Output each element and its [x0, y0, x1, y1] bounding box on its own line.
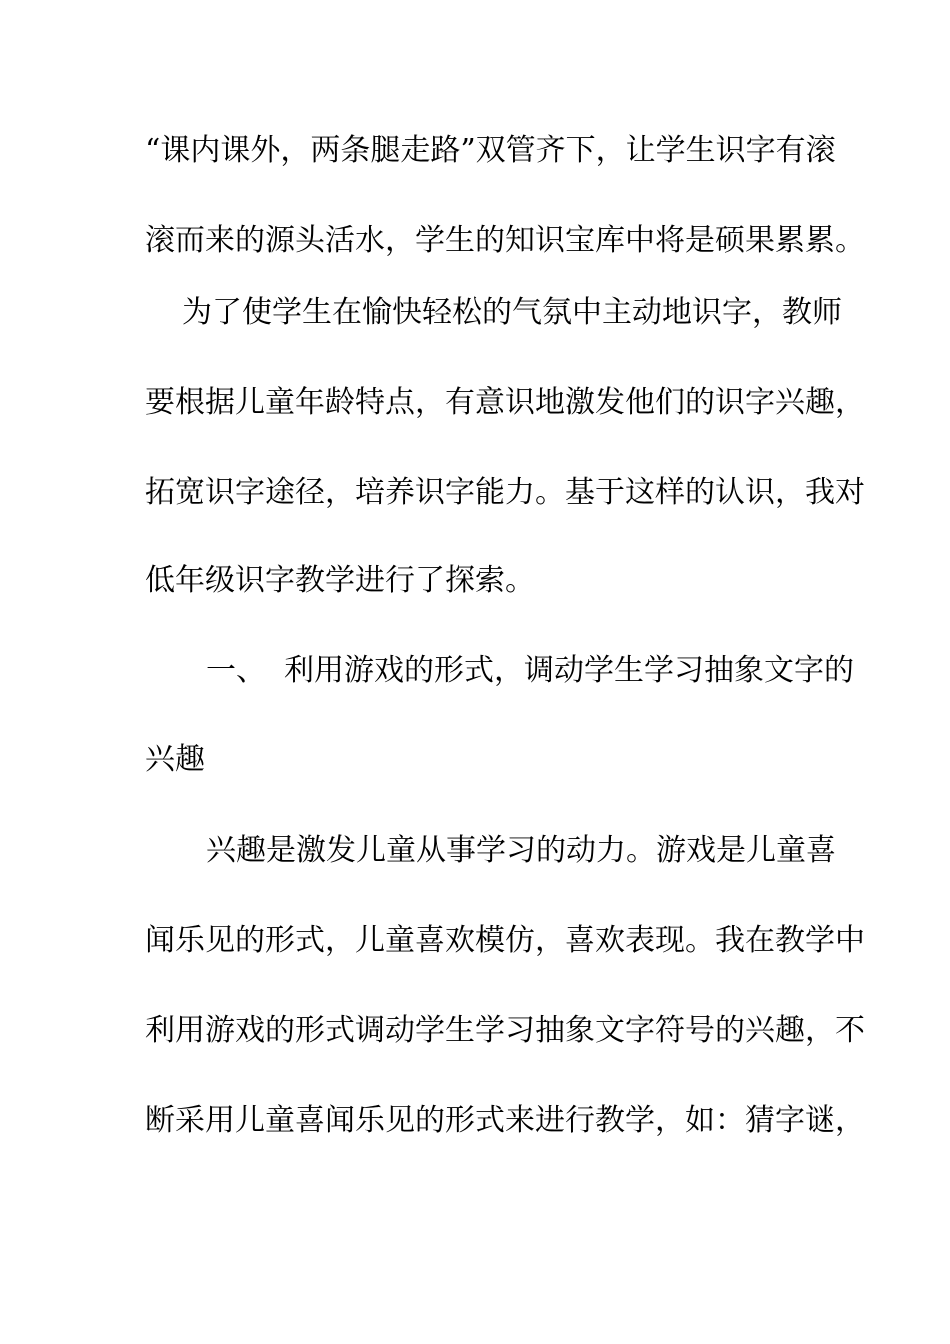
section-heading-text: 利用游戏的形式，调动学生学习抽象文字的 [284, 653, 854, 688]
paragraph-line-6: 低年级识字教学进行了探索。 [145, 563, 535, 598]
paragraph-line-2: 滚而来的源头活水，学生的知识宝库中将是硕果累累。 [145, 223, 865, 258]
section-heading-number: 一、 [206, 653, 266, 688]
section-heading-continuation: 兴趣 [145, 742, 205, 777]
section-heading [206, 653, 854, 689]
paragraph2-line-3: 利用游戏的形式调动学生学习抽象文字符号的兴趣，不 [145, 1013, 865, 1048]
paragraph-line-1: “课内课外，两条腿走路”双管齐下，让学生识字有滚 [145, 133, 836, 168]
paragraph2-line-4: 断采用儿童喜闻乐见的形式来进行教学，如：猜字谜， [145, 1103, 865, 1138]
paragraph-line-5: 拓宽识字途径，培养识字能力。基于这样的认识，我对 [145, 475, 865, 510]
paragraph2-line-2: 闻乐见的形式，儿童喜欢模仿，喜欢表现。我在教学中 [145, 923, 865, 958]
paragraph-line-4: 要根据儿童年龄特点，有意识地激发他们的识字兴趣， [145, 385, 865, 420]
paragraph2-line-1: 兴趣是激发儿童从事学习的动力。游戏是儿童喜 [206, 833, 836, 868]
paragraph-line-3: 为了使学生在愉快轻松的气氛中主动地识字，教师 [182, 295, 842, 330]
